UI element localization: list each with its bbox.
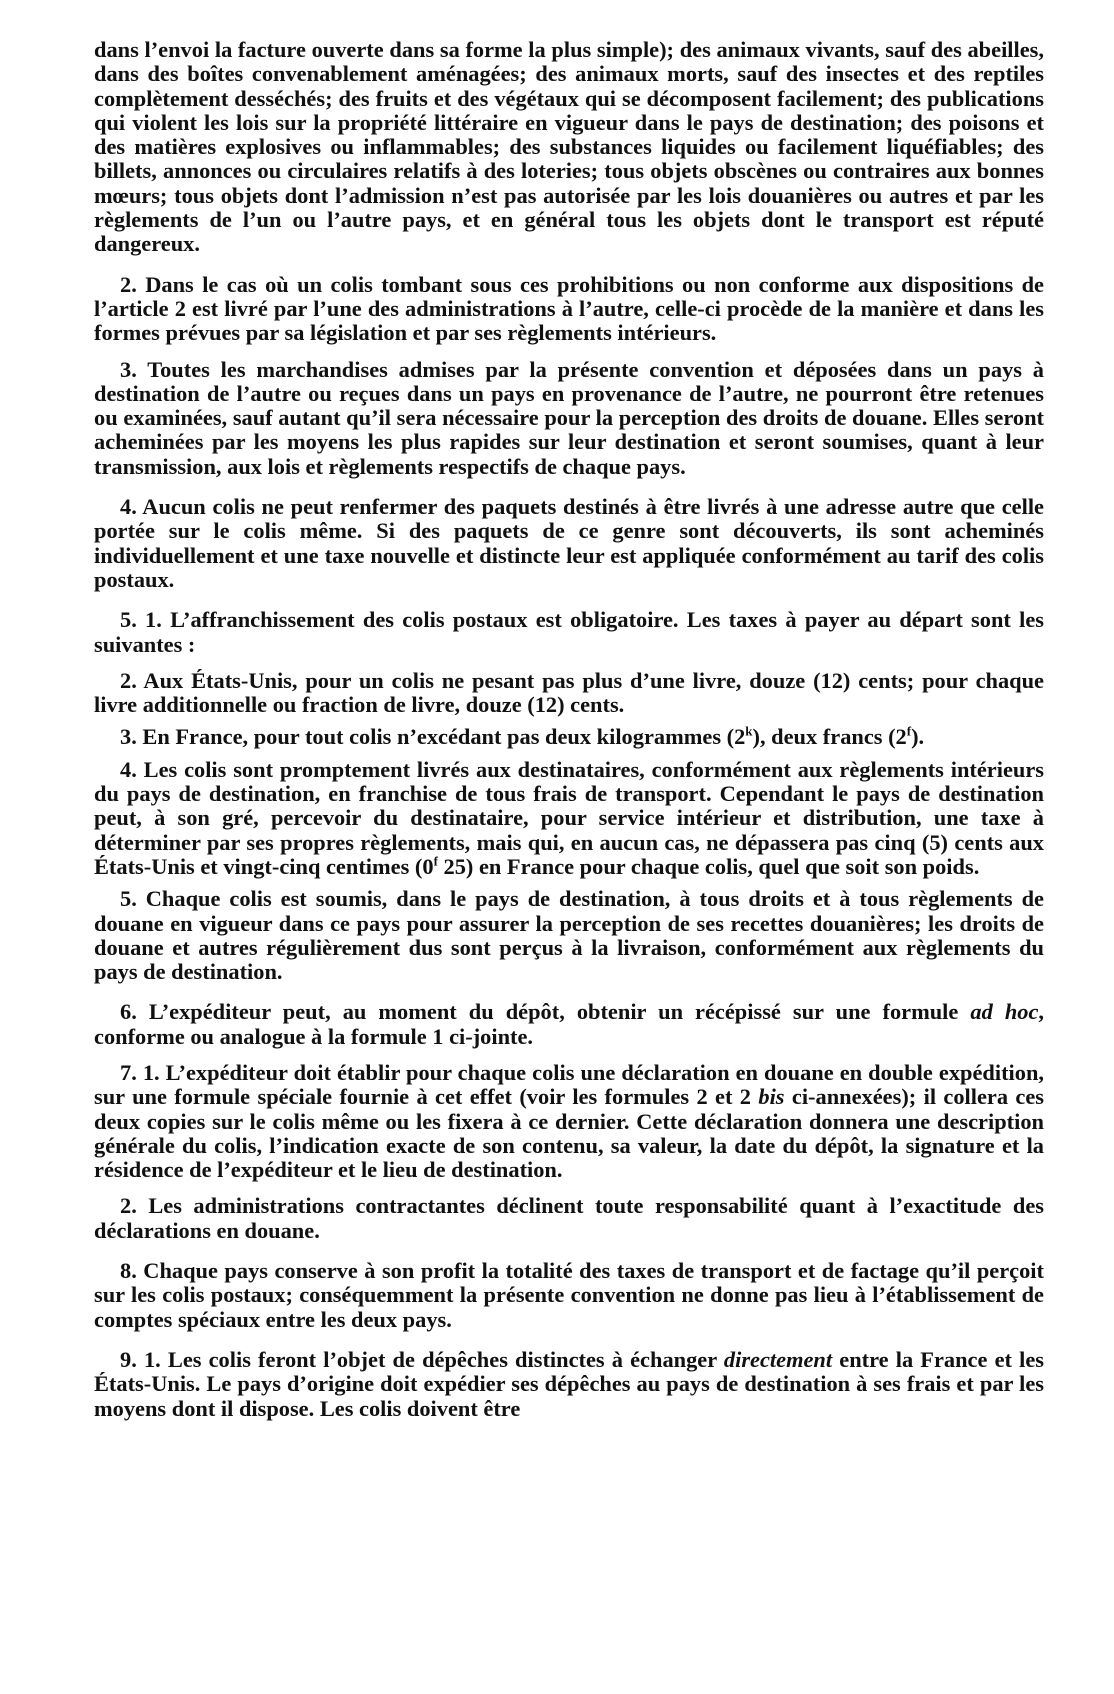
text-run: 7. 1. L’expéditeur doit établir pour chaque colis une déclaration en douane en double expédition, sur une formule spéciale fournie à cet effet (voir les formules 2 et 2 bbox=[94, 1059, 1044, 1110]
italic-run: bis bbox=[758, 1084, 785, 1110]
superscript-kg: k bbox=[745, 723, 753, 739]
text-run: 9. 1. Les colis feront l’objet de dépêches distinctes à échanger bbox=[120, 1346, 724, 1372]
superscript-f: f bbox=[906, 723, 912, 739]
paragraph-article-5-4 bbox=[94, 758, 1044, 879]
paragraph-article-9-1 bbox=[94, 1348, 1044, 1421]
paragraph-article-8: 8. Chaque pays conserve à son profit la totalité des taxes de transport et de factage qu’il perçoit sur les colis postaux; conséquemment la présente convention ne donne pas lieu à l’établissement de comptes spéciaux entre les deux pays. bbox=[94, 1258, 1044, 1332]
paragraph-article-5-3 bbox=[94, 725, 1044, 749]
text-run: 25) en France pour chaque colis, quel que soit son poids. bbox=[437, 853, 980, 879]
text-run: ci-annexées); il collera ces deux copies sur le colis même ou les fixera à ce dernier. Cette déclaration donnera une description générale du colis, l’indication exacte de son contenu, sa valeur, la date du dépôt, la signature et la résidence de l’expéditeur et le lieu de destination. bbox=[94, 1084, 1045, 1183]
paragraph-article-6 bbox=[94, 1000, 1044, 1049]
italic-run: ad hoc bbox=[970, 999, 1039, 1025]
italic-run: directement bbox=[723, 1346, 833, 1372]
text-run: ). bbox=[911, 724, 925, 750]
paragraph-article-4: 4. Aucun colis ne peut renfermer des paquets destinés à être livrés à une adresse autre que celle portée sur le colis même. Si des paquets de ce genre sont découverts, ils sont acheminés individuellement et une taxe nouvelle et distincte leur est appliquée conformément au tarif des colis postaux. bbox=[94, 494, 1044, 592]
paragraph-article-5-1: 5. 1. L’affranchissement des colis postaux est obligatoire. Les taxes à payer au départ sont les suivantes : bbox=[94, 607, 1044, 657]
superscript-f: f bbox=[433, 853, 438, 869]
text-run: entre la France et les États-Unis. Le pays d’origine doit expédier ses dépêches au pays de destination à ses frais et par les moyens dont il dispose. Les colis doivent être bbox=[94, 1346, 1044, 1421]
text-run: ), deux francs (2 bbox=[752, 724, 907, 750]
text-run: , conforme ou analogue à la formule 1 ci-jointe. bbox=[94, 999, 1045, 1049]
paragraph-article-7-1 bbox=[94, 1061, 1044, 1182]
paragraph-article-2: 2. Dans le cas où un colis tombant sous ces prohibitions ou non conforme aux dispositions de l’article 2 est livré par l’une des administrations à l’autre, celle-ci procède de la manière et dans les formes prévues par sa législation et par ses règlements intérieurs. bbox=[94, 271, 1044, 346]
paragraph-article-3: 3. Toutes les marchandises admises par la présente convention et déposées dans un pays à destination de l’autre ou reçues dans un pays en provenance de l’autre, ne pourront être retenues ou examinées, sauf autant qu’il sera nécessaire pour la perception des droits de douane. Elles seront acheminées par les moyens les plus rapides sur leur destination et seront soumises, quant à leur transmission, aux lois et règlements respectifs de chaque pays. bbox=[94, 356, 1044, 479]
paragraph-article-5-5: 5. Chaque colis est soumis, dans le pays de destination, à tous droits et à tous règlements de douane en vigueur dans ce pays pour assurer la perception de ses recettes douanières; les droits de douane et autres régulièrement dus sont perçus à la livraison, conformément aux règlements du pays de destination. bbox=[94, 886, 1044, 985]
text-run: 3. En France, pour tout colis n’excédant pas deux kilogrammes (2 bbox=[120, 724, 746, 750]
paragraph-article-7-2: 2. Les administrations contractantes déclinent toute responsabilité quant à l’exactitude des déclarations en douane. bbox=[94, 1193, 1044, 1243]
paragraph-article-5-2: 2. Aux États-Unis, pour un colis ne pesant pas plus d’une livre, douze (12) cents; pour chaque livre additionnelle ou fraction de livre, douze (12) cents. bbox=[94, 667, 1044, 718]
paragraph-prohibitions-continued: dans l’envoi la facture ouverte dans sa forme la plus simple); des animaux vivants, sauf des abeilles, dans des boîtes convenablement aménagées; des animaux morts, sauf des insectes et des reptiles complètement desséchés; des fruits et des végétaux qui se décomposent facilement; des publications qui violent les lois sur la propriété littéraire en vigueur dans le pays de destination; des poisons et des matières explosives ou inflammables; des substances liquides ou facilement liquéfiables; des billets, annonces ou circulaires relatifs à des loteries; tous objets obscènes ou contraires aux bonnes mœurs; tous objets dont l’admission n’est pas autorisée par les lois douanières ou autres et par les règlements de l’un ou l’autre pays, et en général tous les objets dont le transport est réputé dangereux. bbox=[94, 37, 1044, 257]
text-run: 6. L’expéditeur peut, au moment du dépôt, obtenir un récépissé sur une formule bbox=[120, 999, 971, 1025]
text-run: 4. Les colis sont promptement livrés aux destinataires, conformément aux règlements intérieurs du pays de destination, en franchise de tous frais de transport. Cependant le pays de destination peut, à son gré, percevoir du destinataire, pour service intérieur et distribution, une taxe à déterminer par ses propres règlements, mais qui, en aucun cas, ne dépassera pas cinq (5) cents aux États-Unis et vingt-cinq centimes (0 bbox=[94, 756, 1044, 879]
